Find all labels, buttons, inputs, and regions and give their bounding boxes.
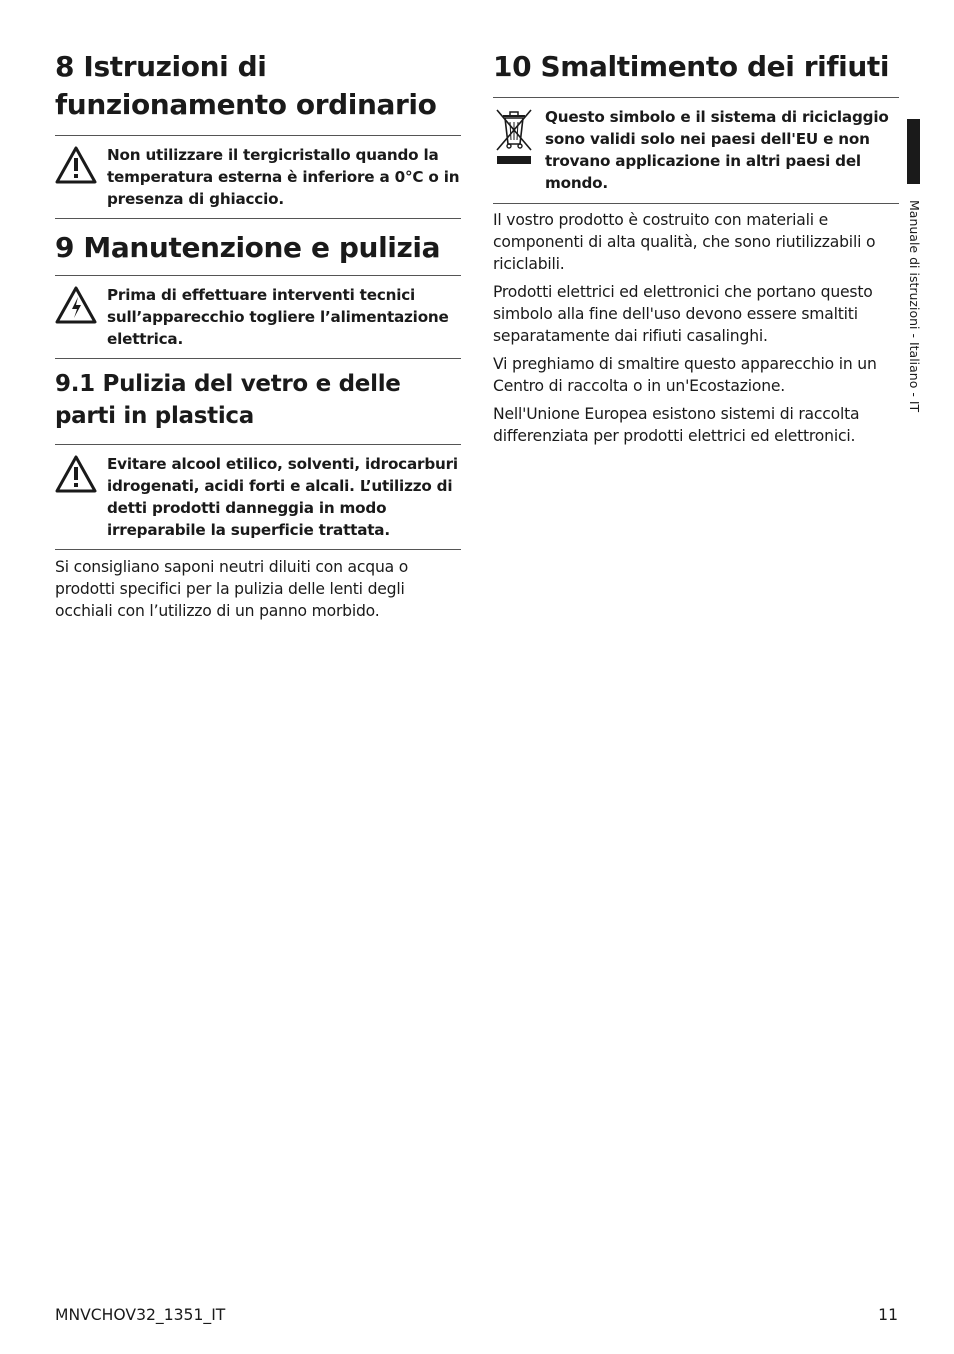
section-9-warning-text: Prima di effettuare interventi tecnici sull’apparecchio togliere l’alimentazione elettrica. xyxy=(107,286,449,348)
section-10-notice xyxy=(493,97,899,204)
section-8-heading xyxy=(55,48,461,124)
section-10-paragraph: Prodotti elettrici ed elettronici che portano questo simbolo alla fine dell'uso devono essere smaltiti separatamente dai rifiuti casalinghi. xyxy=(493,283,873,345)
footer-page-number: 11 xyxy=(878,1306,898,1324)
left-column xyxy=(55,48,461,622)
section-10-notice-text: Questo simbolo e il sistema di riciclaggio sono validi solo nei paesi dell'EU e non trovano applicazione in altri paesi del mondo. xyxy=(545,108,889,192)
section-10-paragraph: Nell'Unione Europea esistono sistemi di raccolta differenziata per prodotti elettrici ed elettronici. xyxy=(493,405,860,445)
section-10-heading: 10 Smaltimento dei rifiuti xyxy=(493,50,890,83)
section-10-paragraphs xyxy=(493,209,899,447)
section-9-1-body: Si consigliano saponi neutri diluiti con acqua o prodotti specifici per la pulizia delle lenti degli occhiali con l’utilizzo di un panno morbido. xyxy=(55,558,409,620)
section-8-warning xyxy=(55,135,461,219)
electric-hazard-icon xyxy=(55,284,107,328)
section-9-1-warning-text: Evitare alcool etilico, solventi, idrocarburi idrogenati, acidi forti e alcali. L’utilizzo di detti prodotti danneggia in modo irreparabile la superficie trattata. xyxy=(107,455,458,539)
footer-doc-code: MNVCHOV32_1351_IT xyxy=(55,1306,226,1324)
section-9-1-heading: 9.1 Pulizia del vetro e delle parti in plastica xyxy=(55,371,401,429)
warning-triangle-icon xyxy=(55,144,107,188)
section-9-heading: 9 Manutenzione e pulizia xyxy=(55,231,441,264)
section-9-1-warning xyxy=(55,444,461,550)
crossed-bin-icon xyxy=(493,106,545,172)
section-9-warning xyxy=(55,275,461,359)
warning-triangle-icon xyxy=(55,453,107,497)
side-tab-marker xyxy=(907,119,920,184)
section-8-warning-text: Non utilizzare il tergicristallo quando la temperatura esterna è inferiore a 0°C o in presenza di ghiaccio. xyxy=(107,146,460,208)
section-8-heading-line2: funzionamento ordinario xyxy=(55,88,437,121)
right-column xyxy=(493,48,899,447)
side-label: Manuale di istruzioni - Italiano - IT xyxy=(907,200,922,413)
section-10-paragraph: Vi preghiamo di smaltire questo apparecchio in un Centro di raccolta o in un'Ecostazione. xyxy=(493,355,877,395)
section-8-heading-line1: 8 Istruzioni di xyxy=(55,50,267,83)
section-10-paragraph: Il vostro prodotto è costruito con materiali e componenti di alta qualità, che sono riutilizzabili o riciclabili. xyxy=(493,211,876,273)
